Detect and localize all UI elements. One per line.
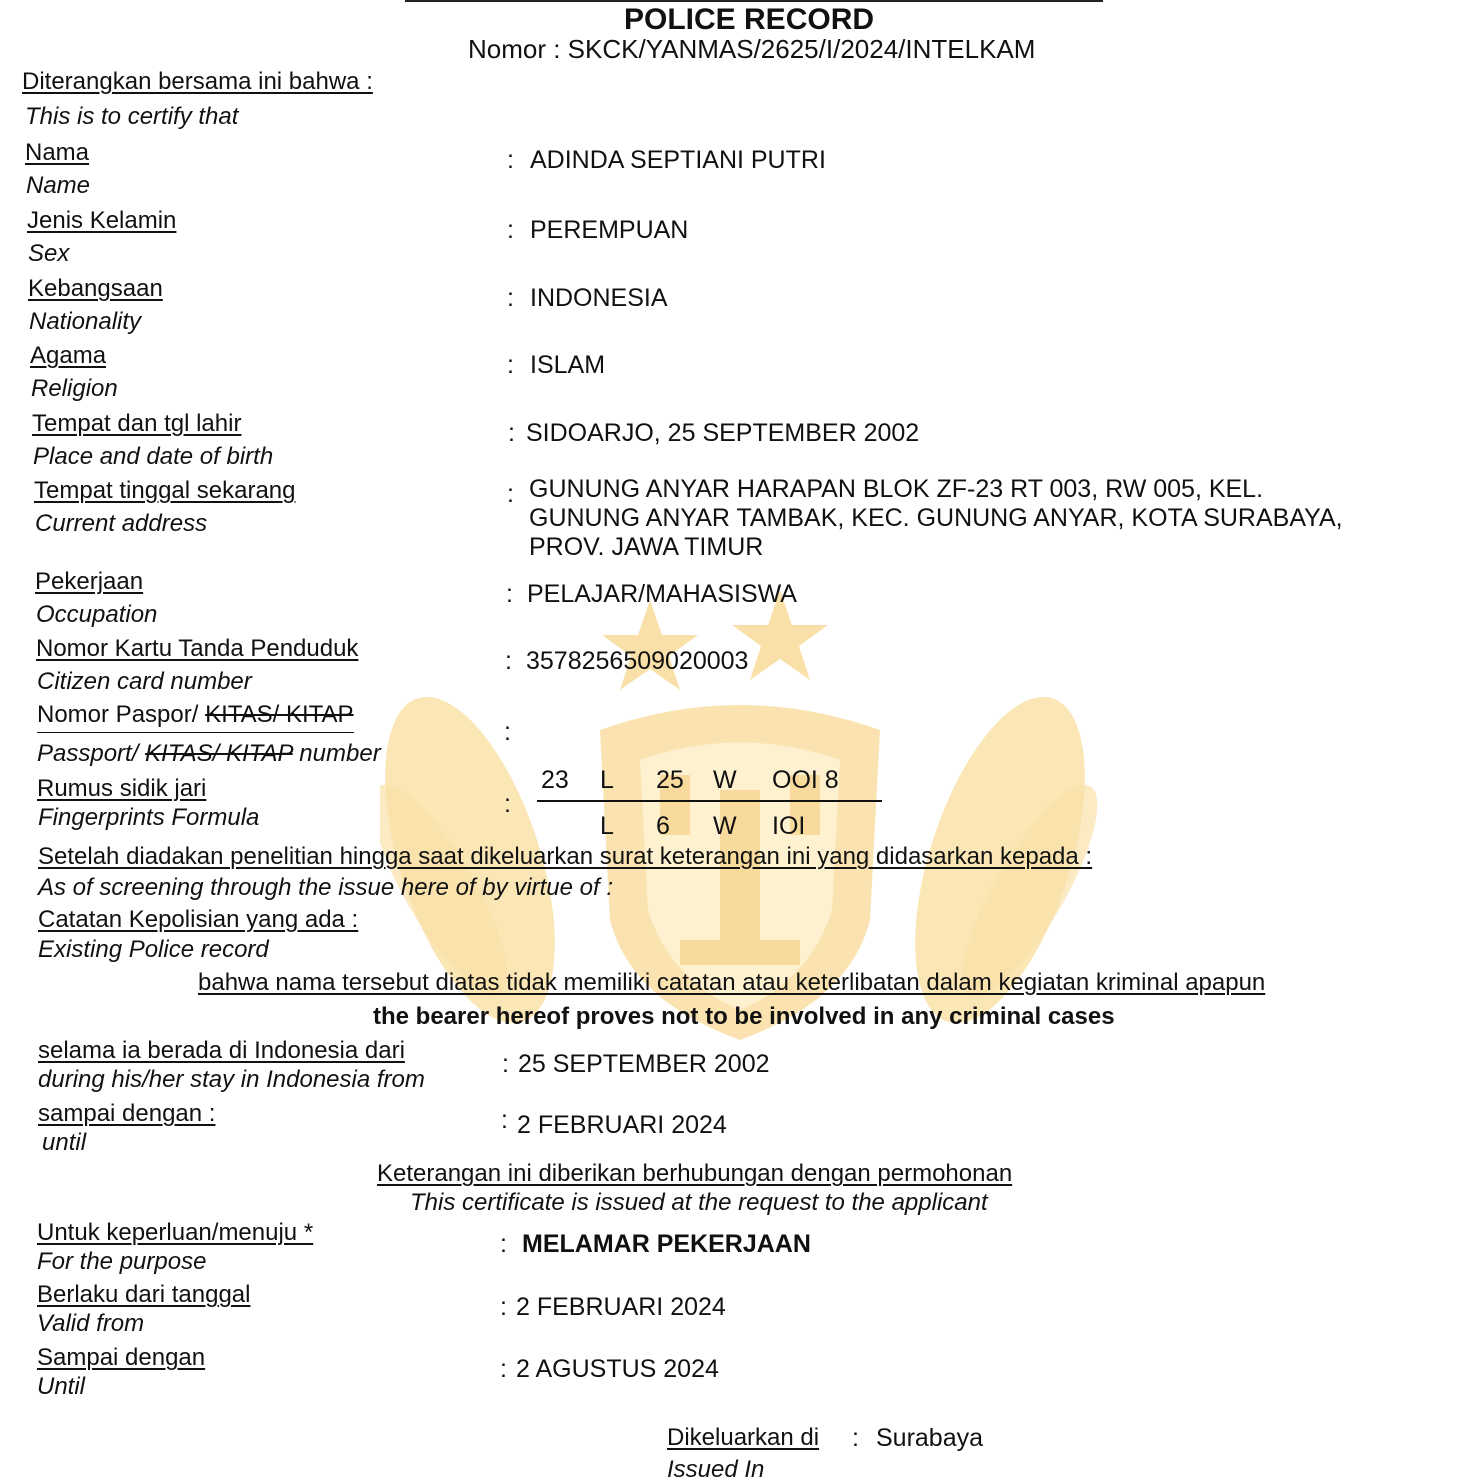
religion-value: ISLAM (530, 351, 606, 379)
passport-label-a: Nomor Paspor/ (37, 701, 206, 728)
id-card-colon: : (505, 647, 512, 675)
fingerprint-bottom-3: W (713, 812, 737, 840)
stay-until-label-en: until (42, 1129, 87, 1156)
request-label-en: This certificate is issued at the request to the applicant (410, 1189, 988, 1216)
purpose-label-en: For the purpose (37, 1248, 207, 1275)
document-title: POLICE RECORD (624, 3, 875, 36)
stay-from-label-en: during his/her stay in Indonesia from (38, 1066, 425, 1093)
address-line-2: GUNUNG ANYAR TAMBAK, KEC. GUNUNG ANYAR, KOTA SURABAYA, (529, 504, 1343, 532)
valid-from-label-en: Valid from (37, 1310, 145, 1337)
sex-label-en: Sex (28, 240, 70, 267)
stay-until-label: sampai dengan : (38, 1100, 216, 1127)
birth-label: Tempat dan tgl lahir (32, 410, 242, 437)
valid-until-value: 2 AGUSTUS 2024 (516, 1355, 719, 1383)
religion-colon: : (507, 351, 514, 379)
record-statement: bahwa nama tersebut diatas tidak memiliki catatan atau keterlibatan dalam kegiatan kriminal apapun (198, 969, 1266, 996)
record-statement-en: the bearer hereof proves not to be involved in any criminal cases (373, 1003, 1115, 1030)
name-value: ADINDA SEPTIANI PUTRI (530, 146, 826, 174)
occupation-value: PELAJAR/MAHASISWA (527, 580, 797, 608)
screening-label-en: As of screening through the issue here of by virtue of : (38, 874, 613, 901)
nationality-label-en: Nationality (29, 308, 142, 335)
address-line-3: PROV. JAWA TIMUR (529, 533, 764, 561)
religion-label-en: Religion (31, 375, 118, 402)
religion-label: Agama (30, 342, 107, 369)
stay-from-value: 25 SEPTEMBER 2002 (518, 1050, 770, 1078)
fingerprint-colon: : (504, 790, 511, 818)
fingerprint-bottom-1: L (600, 812, 614, 840)
screening-label: Setelah diadakan penelitian hingga saat dikeluarkan surat keterangan ini yang didasarkan kepada : (38, 843, 1093, 870)
police-record-label-en: Existing Police record (38, 936, 269, 963)
police-emblem-watermark-icon (380, 560, 1100, 1120)
passport-label-en (37, 740, 381, 768)
nationality-colon: : (507, 284, 514, 312)
occupation-label-en: Occupation (36, 601, 158, 628)
name-label-en: Name (26, 172, 91, 199)
stay-until-value: 2 FEBRUARI 2024 (517, 1111, 727, 1139)
sex-colon: : (507, 216, 514, 244)
birth-label-en: Place and date of birth (33, 443, 274, 470)
intro-label: Diterangkan bersama ini bahwa : (22, 68, 373, 95)
valid-from-label: Berlaku dari tanggal (37, 1281, 251, 1308)
purpose-value: MELAMAR PEKERJAAN (522, 1230, 811, 1258)
intro-label-en: This is to certify that (25, 103, 239, 130)
occupation-label: Pekerjaan (35, 568, 144, 595)
stay-from-colon: : (502, 1050, 509, 1078)
fingerprint-top-3: 25 (656, 766, 684, 794)
passport-label-en-a: Passport/ (37, 740, 146, 767)
birth-colon: : (508, 419, 515, 447)
name-label: Nama (25, 139, 90, 166)
valid-from-colon: : (500, 1293, 507, 1321)
sex-value: PEREMPUAN (530, 216, 689, 244)
issued-value: Surabaya (876, 1424, 984, 1452)
id-card-value: 3578256509020003 (526, 647, 749, 675)
fingerprint-top-4: W (713, 766, 737, 794)
fingerprint-divider (537, 800, 882, 802)
top-rule (405, 0, 1103, 2)
passport-label-b: KITAS/ KITAP (205, 701, 354, 728)
address-label-en: Current address (35, 510, 208, 537)
fingerprint-top-2: L (600, 766, 614, 794)
sex-label: Jenis Kelamin (27, 207, 177, 234)
address-colon: : (507, 480, 514, 508)
fingerprint-top-5: OOI 8 (772, 766, 839, 794)
occupation-colon: : (506, 580, 513, 608)
id-card-label: Nomor Kartu Tanda Penduduk (36, 635, 359, 662)
passport-label (37, 701, 354, 733)
passport-colon: : (504, 718, 511, 746)
passport-label-en-c: number (292, 740, 381, 767)
nationality-label: Kebangsaan (28, 275, 163, 302)
police-record-label: Catatan Kepolisian yang ada : (38, 906, 359, 933)
birth-value: SIDOARJO, 25 SEPTEMBER 2002 (526, 419, 920, 447)
valid-until-colon: : (500, 1355, 507, 1383)
fingerprint-label-en: Fingerprints Formula (38, 804, 260, 831)
address-line-1: GUNUNG ANYAR HARAPAN BLOK ZF-23 RT 003, RW 005, KEL. (529, 475, 1264, 503)
issued-label: Dikeluarkan di (667, 1424, 820, 1451)
stay-until-colon: : (501, 1106, 508, 1134)
purpose-label: Untuk keperluan/menuju * (37, 1219, 314, 1246)
fingerprint-bottom-2: 6 (656, 812, 670, 840)
name-colon: : (507, 146, 514, 174)
fingerprint-label: Rumus sidik jari (37, 775, 207, 802)
fingerprint-bottom-4: IOI (772, 812, 806, 840)
id-card-label-en: Citizen card number (37, 668, 252, 695)
request-label: Keterangan ini diberikan berhubungan dengan permohonan (377, 1160, 1013, 1187)
issued-colon: : (852, 1424, 859, 1452)
passport-label-en-b: KITAS/ KITAP (145, 740, 293, 767)
purpose-colon: : (500, 1230, 507, 1258)
valid-from-value: 2 FEBRUARI 2024 (516, 1293, 726, 1321)
fingerprint-top-1: 23 (541, 766, 569, 794)
nationality-value: INDONESIA (530, 284, 668, 312)
address-label: Tempat tinggal sekarang (34, 477, 296, 504)
issued-label-en: Issued In (667, 1456, 765, 1483)
stay-from-label: selama ia berada di Indonesia dari (38, 1037, 405, 1064)
valid-until-label: Sampai dengan (37, 1344, 206, 1371)
document-number: Nomor : SKCK/YANMAS/2625/I/2024/INTELKAM (468, 34, 1036, 64)
valid-until-label-en: Until (37, 1373, 86, 1400)
